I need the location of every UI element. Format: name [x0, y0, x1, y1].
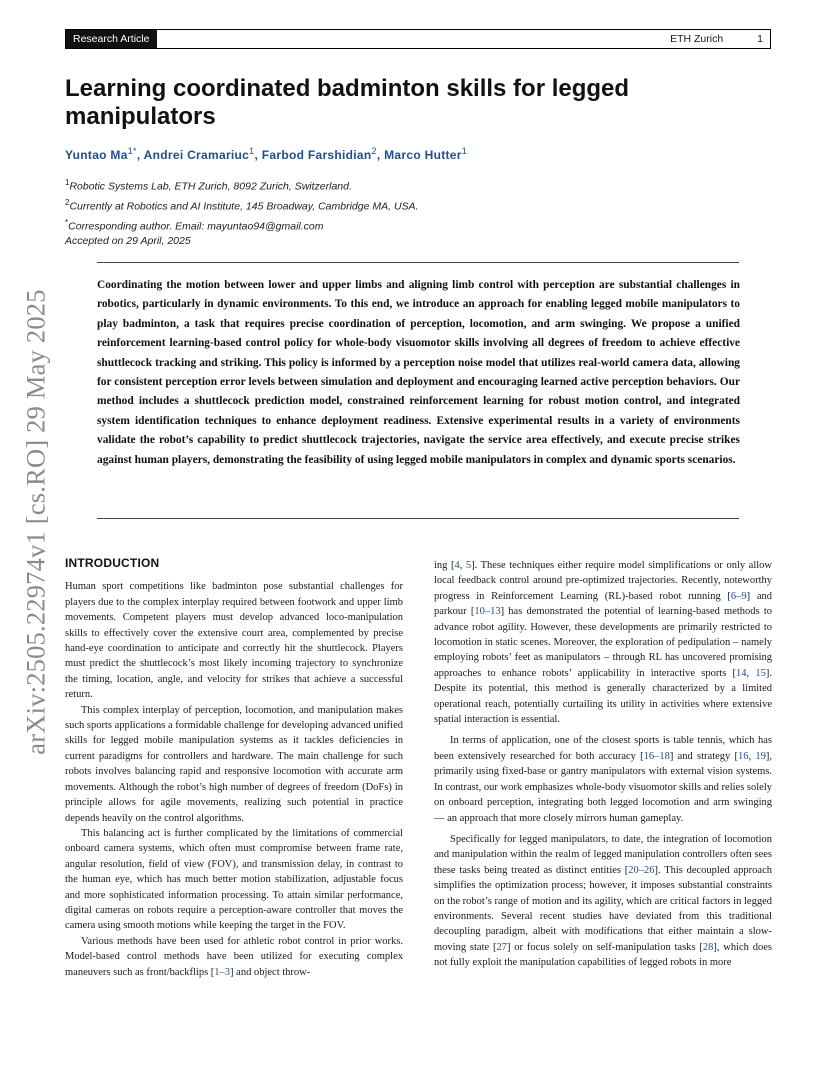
right-column — [434, 558, 772, 971]
body-paragraph: Specifically for legged manipulators, to date, the integration of locomotion and manipulation within the realm of legged manipulation controllers often sees these tasks being treated as distinct entities [20–26]. This decoupled approach simplifies the optimization process; however, it imposes substantial constraints on the robot’s range of motion and its agility, which are critical factors in legged environments. Several recent studies have deviated from this traditional decoupling paradigm, albeit with modifications that either maintain a slow-moving state [27] or focus solely on self-manipulation tasks [28], which does not fully exploit the manipulation capabilities of legged robots in more — [434, 833, 772, 969]
article-type-label: Research Article — [66, 30, 157, 48]
section-heading: INTRODUCTION — [65, 556, 160, 570]
abstract: Coordinating the motion between lower and upper limbs and aligning limb control with perception are substantial challenges in robotics, particularly in dynamic environments. To this end, we introduce an approach for enabling legged mobile manipulators to play badminton, a task that requires precise coordination of perception, locomotion, and arm swinging. We propose a unified reinforcement learning-based control policy for whole-body visuomotor skills involving all degrees of freedom to achieve effective shuttlecock tracking and striking. This policy is informed by a perception noise model that utilizes real-world camera data, allowing for consistent perception error levels between simulation and deployment and encouraging learned active perception behaviors. Our method includes a shuttlecock prediction model, constrained reinforcement learning for robust motion control, and integrated system identification techniques to enhance deployment readiness. Extensive experimental results in a variety of environments validate the robot’s capability to predict shuttlecock trajectories, navigate the service area effectively, and execute precise strikes against human players, demonstrating the feasibility of using legged mobile manipulators in complex and dynamic sports scenarios. — [97, 279, 740, 466]
right-column-body — [434, 558, 772, 971]
citation-link[interactable]: 1–3 — [214, 966, 231, 978]
author-list: Yuntao $Ma^{1*}$, Andrei Cramariuc$^1$, Farbod Farshidian$^2$, Marco Hutter$^1$ — [65, 146, 468, 162]
body-paragraph: In terms of application, one of the closest sports is table tennis, which has been extensively researched for both accuracy [16–18] and strategy [16, 19], primarily using fixed-base or gantry manipulators with external vision systems. In contrast, our work emphasizes whole-body visuomotor skills and relies solely on onboard perception, integrating both legged locomotion and arm swinging — an approach that more closely mirrors human gameplay. — [434, 735, 773, 824]
arxiv-identifier — [20, 289, 52, 755]
affiliations — [65, 175, 765, 235]
accepted-date: Accepted on 29 April, 2025 — [65, 235, 191, 247]
body-paragraph: Human sport competitions like badminton pose substantial challenges for players due to the complex interplay required between footwork and upper limb movements. Competent players must develop advanced loco-manipulation skills to effectively cover the extensive court area, complemented by precise hand-eye coordination to anticipate and correctly hit the shuttlecock. Players must predict the shuttlecock’s most likely incoming trajectory to synchronize the timing, location, angle, and velocity for strikes that achieve a successful return. — [65, 581, 403, 701]
citation-link[interactable]: 10–13 — [474, 606, 501, 618]
citation-link[interactable]: 4 — [454, 560, 460, 571]
left-column-body — [65, 579, 403, 980]
body-paragraph: This complex interplay of perception, locomotion, and manipulation makes such sports applications a formidable challenge for developing advanced unified skills for legged mobile manipulation systems as it tackles deficiencies in current paradigms for controllers and hardware. The main challenge for such robots involves balancing rapid and responsive locomotion with accurate arm movements. Although the robot’s high number of degrees of freedom (DoFs) in principle allows for agile movements, realizing such potential in practice depends heavily on the control algorithms. — [65, 704, 403, 824]
abstract-bottom-rule — [97, 518, 739, 519]
left-column — [65, 556, 403, 980]
citation-link[interactable]: 20–26 — [628, 864, 655, 876]
citation-link[interactable]: 16–18 — [643, 750, 670, 762]
affiliation: $^2$Currently at Robotics and AI Institute, 145 Broadway, Cambridge MA, USA. — [65, 198, 419, 213]
body-paragraph: Various methods have been used for athletic robot control in prior works. Model-based control methods have been utilized for executing complex maneuvers such as front/backflips [1–3] and object throw- — [65, 935, 403, 978]
running-header — [65, 29, 771, 49]
author: Farbod Farshidian$^2$ — [261, 146, 377, 162]
author: Yuntao $Ma^{1*}$ — [65, 146, 137, 162]
affiliation: $^1$Robotic Systems Lab, ETH Zurich, 8092 Zurich, Switzerland. — [65, 178, 352, 193]
page-number: 1 — [757, 33, 763, 45]
citation-link[interactable]: 27 — [496, 941, 507, 953]
citation-link[interactable]: 28 — [702, 941, 714, 953]
paper-title: Learning coordinated badminton skills for legged manipulators — [65, 75, 630, 130]
arxiv-identifier-text: arXiv:2505.22974v1 [cs.RO] 29 May 2025 — [20, 289, 51, 755]
citation-link[interactable]: 19 — [755, 750, 766, 762]
body-paragraph: This balancing act is further complicated by the limitations of commercial onboard camera systems, which often must compromise between frame rate, angular resolution, field of view (FOV), and transmission delay, in contrast to the human eye, which has much better motion stabilization, adjustable focus and more sophisticated information processing. To attain similar performance, digital cameras on robots require a perception-aware controller that moves the camera using smooth motions while keeping the target in the FOV. — [65, 827, 403, 932]
author: Marco Hutter$^1$ — [384, 146, 468, 162]
body-paragraph: ing [4, 5]. These techniques either require model simplifications or only allow local feedback control around pre-optimized trajectories. Recently, noteworthy progress in Reinforcement Learning (RL)-based robot running [6–9] and parkour [10–13] has demonstrated the potential of learning-based methods to advance robot agility. However, these developments are primarily restricted to locomotion in static scenes. Moreover, the exploration of pedipulation – namely employing robots’ feet as manipulators – through RL has uncovered promising approaches to enhance robots’ applicability in interactive sports [14, 15]. Despite its potential, this method is generally characterized by a limited operational reach, potentially curtailing its utility in activities where extensive spatial interaction is essential. — [434, 560, 772, 726]
institution-label: ETH Zurich — [670, 33, 724, 45]
corresponding-author: *Corresponding author. Email: mayuntao94@gmail.com — [65, 218, 324, 233]
abstract-top-rule — [97, 262, 739, 263]
citation-link[interactable]: 6–9 — [730, 590, 747, 602]
citation-link[interactable]: 16 — [738, 750, 749, 762]
author: Andrei Cramariuc$^1$ — [143, 146, 255, 162]
citation-link[interactable]: 14 — [736, 667, 747, 679]
citation-link[interactable]: 15 — [755, 667, 766, 679]
citation-link[interactable]: 5 — [465, 560, 472, 571]
